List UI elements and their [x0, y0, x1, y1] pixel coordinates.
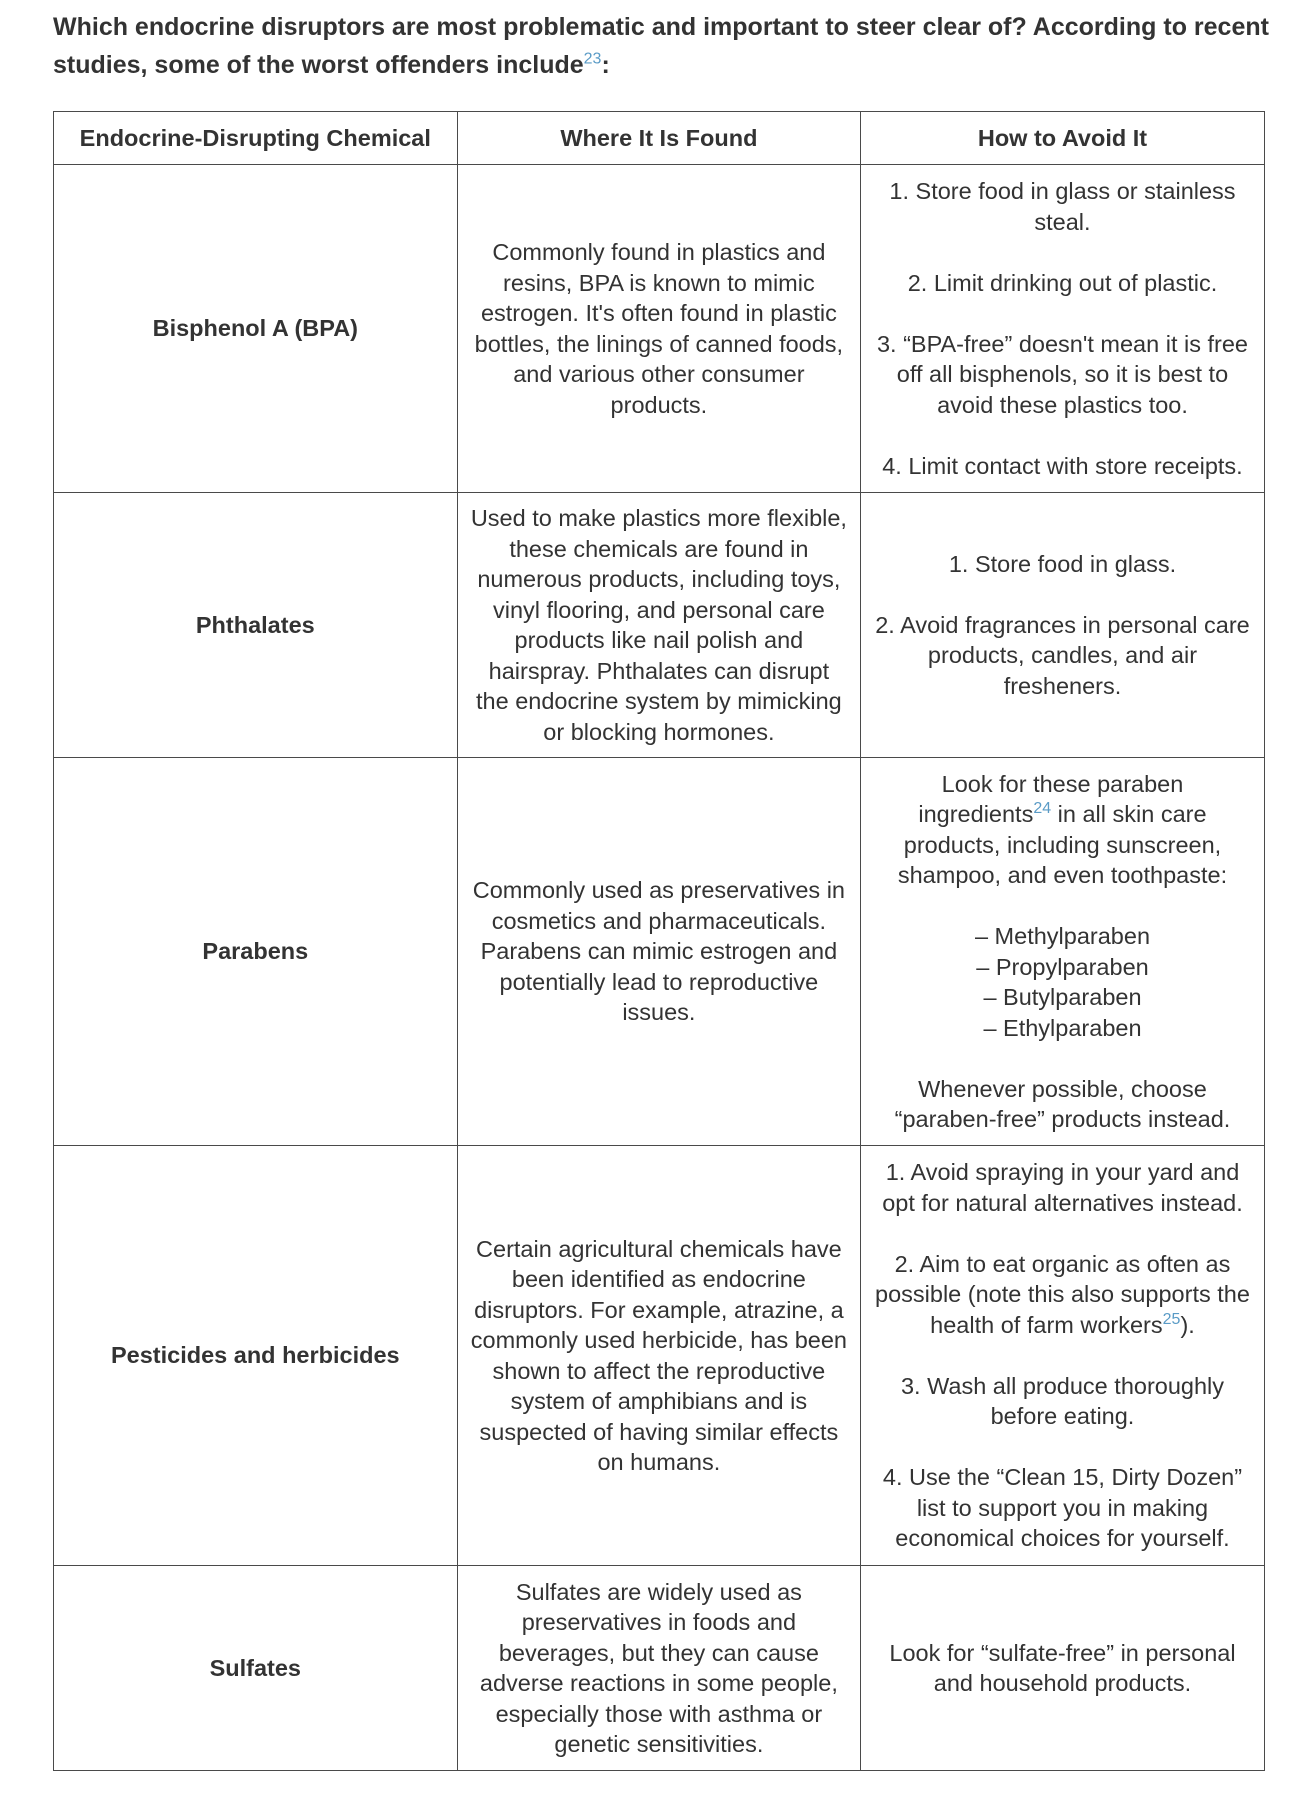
where-found-text: Commonly used as preservatives in cosmetics and pharmaceuticals. Parabens can mimic estrogen and potentially lead to reproductive issues.: [457, 758, 861, 1146]
how-to-avoid-cell: [861, 165, 1265, 493]
avoid-step: 2. Avoid fragrances in personal care products, candles, and air fresheners.: [875, 611, 1250, 699]
header-how-to-avoid: How to Avoid It: [861, 112, 1265, 165]
chemical-name: Sulfates: [54, 1566, 458, 1771]
table-row-parabens: [54, 758, 1265, 1146]
chemical-name: Bisphenol A (BPA): [54, 165, 458, 493]
avoid-outro: Whenever possible, choose “paraben-free” products instead.: [894, 1075, 1231, 1132]
intro-suffix: :: [601, 51, 610, 79]
where-found-text: Used to make plastics more flexible, these chemicals are found in numerous products, including toys, vinyl flooring, and personal care products like nail polish and hairspray. Phthalates can disrupt the endocrine system by mimicking or blocking hormones.: [457, 493, 861, 758]
where-found-text: Commonly found in plastics and resins, BPA is known to mimic estrogen. It's often found in plastic bottles, the linings of canned foods, and various other consumer products.: [457, 165, 861, 493]
chemical-name: Pesticides and herbicides: [54, 1146, 458, 1566]
intro-text: Which endocrine disruptors are most problematic and important to steer clear of? According to recent studies, some of the worst offenders include: [53, 13, 1269, 79]
where-found-text: Sulfates are widely used as preservatives in foods and beverages, but they can cause adverse reactions in some people, especially those with asthma or genetic sensitivities.: [457, 1566, 861, 1771]
endocrine-disruptors-table: [53, 111, 1265, 1771]
paraben-list-item: – Propylparaben: [976, 953, 1149, 980]
avoid-step: 3. “BPA-free” doesn't mean it is free off all bisphenols, so it is best to avoid these plastics too.: [876, 330, 1249, 418]
chemical-name: Phthalates: [54, 493, 458, 758]
how-to-avoid-cell: [861, 1146, 1265, 1566]
paraben-list-item: – Ethylparaben: [983, 1014, 1142, 1041]
footnote-ref-23[interactable]: 23: [583, 50, 602, 68]
avoid-step: 4. Limit contact with store receipts.: [882, 452, 1243, 479]
paraben-list-item: – Butylparaben: [983, 984, 1142, 1010]
avoid-intro: [873, 769, 1252, 891]
footnote-ref-24[interactable]: 24: [1033, 800, 1052, 818]
paraben-list-item: – Methylparaben: [974, 923, 1151, 949]
chemical-name: Parabens: [54, 758, 458, 1146]
avoid-step: 3. Wash all produce thoroughly before eating.: [900, 1372, 1225, 1430]
table-row-phthalates: [54, 493, 1265, 758]
how-to-avoid-cell: [861, 493, 1265, 758]
avoid-intro-text: Look for these paraben ingredients: [918, 770, 1184, 827]
avoid-step: 4. Use the “Clean 15, Dirty Dozen” list to support you in making economical choices for yourself.: [882, 1464, 1243, 1552]
footnote-ref-25[interactable]: 25: [1162, 1310, 1181, 1328]
table-row-pesticides: [54, 1146, 1265, 1566]
table-header-row: [54, 112, 1265, 165]
header-where-found: Where It Is Found: [457, 112, 861, 165]
avoid-step: [873, 1249, 1252, 1341]
avoid-intro-rest: in all skin care products, including sunscreen, shampoo, and even toothpaste:: [897, 801, 1228, 888]
how-to-avoid-cell: [861, 1566, 1265, 1771]
avoid-step: 2. Limit drinking out of plastic.: [907, 269, 1218, 296]
where-found-text: Certain agricultural chemicals have been identified as endocrine disruptors. For example, atrazine, a commonly used herbicide, has been shown to affect the reproductive system of amphibians and is suspected of having similar effects on humans.: [457, 1146, 861, 1566]
how-to-avoid-cell: [861, 758, 1265, 1146]
table-row-bpa: [54, 165, 1265, 493]
header-chemical: Endocrine-Disrupting Chemical: [54, 112, 458, 165]
avoid-step: 1. Store food in glass or stainless steal.: [889, 178, 1236, 235]
avoid-step-suffix: ).: [1180, 1311, 1195, 1338]
intro-paragraph: [53, 8, 1273, 84]
avoid-step-text: 2. Aim to eat organic as often as possible (note this also supports the health of farm workers: [875, 1250, 1250, 1338]
table-row-sulfates: [54, 1566, 1265, 1771]
avoid-step: 1. Store food in glass.: [948, 550, 1177, 577]
avoid-step: Look for “sulfate-free” in personal and household products.: [889, 1639, 1236, 1696]
avoid-step: 1. Avoid spraying in your yard and opt for natural alternatives instead.: [882, 1159, 1243, 1216]
